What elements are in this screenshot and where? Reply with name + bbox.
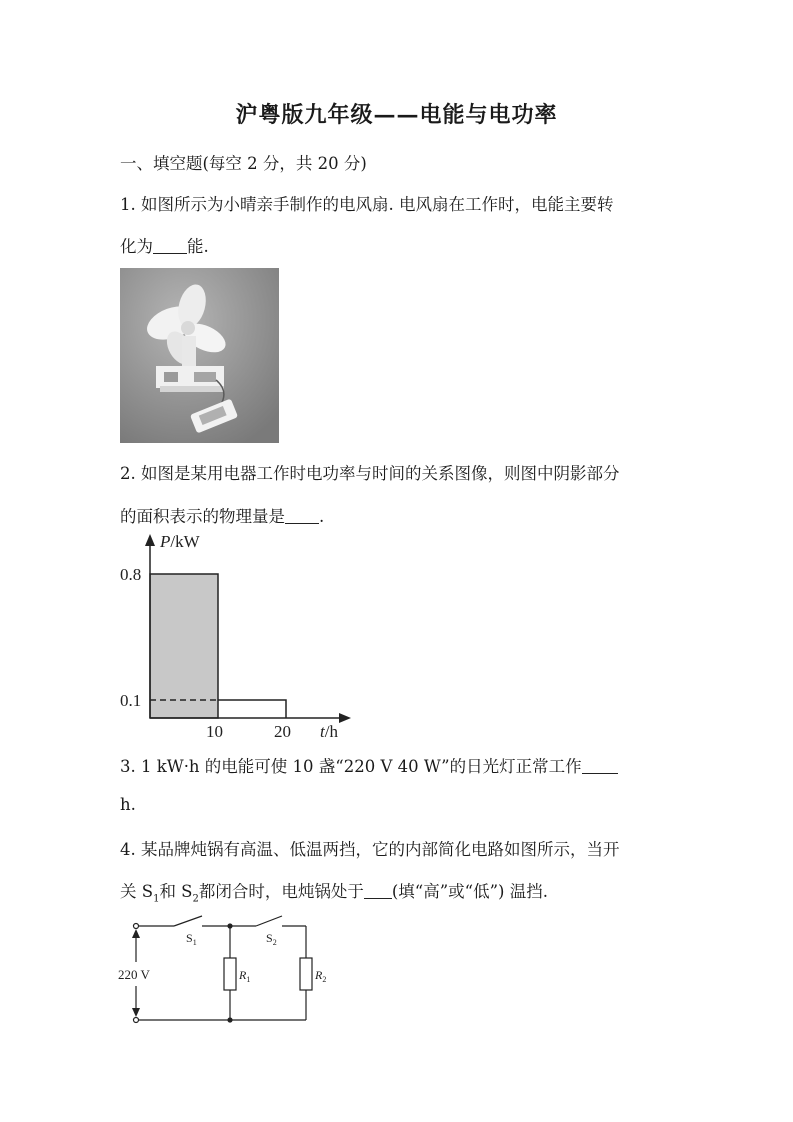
question-4-text-c: 都闭合时，电炖锅处于 <box>198 882 364 901</box>
answer-blank-3[interactable] <box>582 757 618 775</box>
answer-blank-4[interactable] <box>364 882 392 900</box>
top-terminal <box>134 924 139 929</box>
resistor-r1 <box>224 958 236 990</box>
question-1-prefix: 化为 <box>120 237 153 256</box>
question-4-line-1: 4. 某品牌炖锅有高温、低温两挡，它的内部简化电路如图所示，当开 <box>120 840 620 859</box>
power-segment-1 <box>218 700 286 718</box>
question-3-text: 3. 1 kW·h 的电能可使 10 盏“220 V 40 W”的日光灯正常工作 <box>120 757 582 776</box>
question-1-line-2 <box>120 233 209 257</box>
answer-blank-1[interactable] <box>153 237 187 255</box>
question-2-suffix: . <box>319 507 325 526</box>
power-time-graph <box>115 530 365 745</box>
page-title: 沪粤版九年级——电能与电功率 <box>235 102 558 128</box>
shaded-area-0 <box>150 574 218 718</box>
switch-s2 <box>256 916 282 926</box>
switch-s1 <box>174 916 202 926</box>
question-3-line-2: h. <box>120 795 136 814</box>
bottom-terminal <box>134 1018 139 1023</box>
resistor-r2-label: $R_2$ <box>315 968 327 984</box>
x-tick-label-20: 20 <box>274 722 291 741</box>
question-2-prefix: 的面积表示的物理量是 <box>120 507 285 526</box>
switch-1-subscript: 1 <box>153 893 160 905</box>
section-heading: 一、填空题(每空 2 分，共 20 分) <box>120 154 367 173</box>
y-tick-label-0.1: 0.1 <box>120 691 142 710</box>
x-tick-label-10: 10 <box>206 722 223 741</box>
question-3-line-1 <box>120 753 618 777</box>
circuit-diagram <box>110 912 330 1030</box>
x-axis-label: t/h <box>320 722 338 741</box>
voltage-label: 220 V <box>118 967 150 982</box>
question-1-line-1: 1. 如图所示为小晴亲手制作的电风扇. 电风扇在工作时，电能主要转 <box>120 195 614 214</box>
handmade-fan-image <box>120 268 279 443</box>
fan-photo <box>120 268 279 443</box>
y-axis-label: P/kW <box>160 532 200 551</box>
y-tick-label-0.8: 0.8 <box>120 565 142 584</box>
question-1-suffix: 能. <box>187 237 209 256</box>
resistor-r1-label: $R_1$ <box>239 968 251 984</box>
switch-s1-label: $S_1$ <box>186 931 197 947</box>
x-axis-arrow <box>339 713 351 723</box>
question-4-text-d: (填“高”或“低”) 温挡. <box>391 882 548 901</box>
switch-s2-label: $S_2$ <box>266 931 277 947</box>
question-4-line-2 <box>120 878 548 904</box>
question-4-text-b: 和 S <box>159 882 193 901</box>
question-2-line-2 <box>120 503 324 527</box>
switch-2-subscript: 2 <box>192 893 199 905</box>
question-4-text-a: 关 S <box>120 882 154 901</box>
answer-blank-2[interactable] <box>285 507 319 525</box>
y-axis-arrow <box>145 534 155 546</box>
question-2-line-1: 2. 如图是某用电器工作时电功率与时间的关系图像，则图中阴影部分 <box>120 464 620 483</box>
resistor-r2 <box>300 958 312 990</box>
